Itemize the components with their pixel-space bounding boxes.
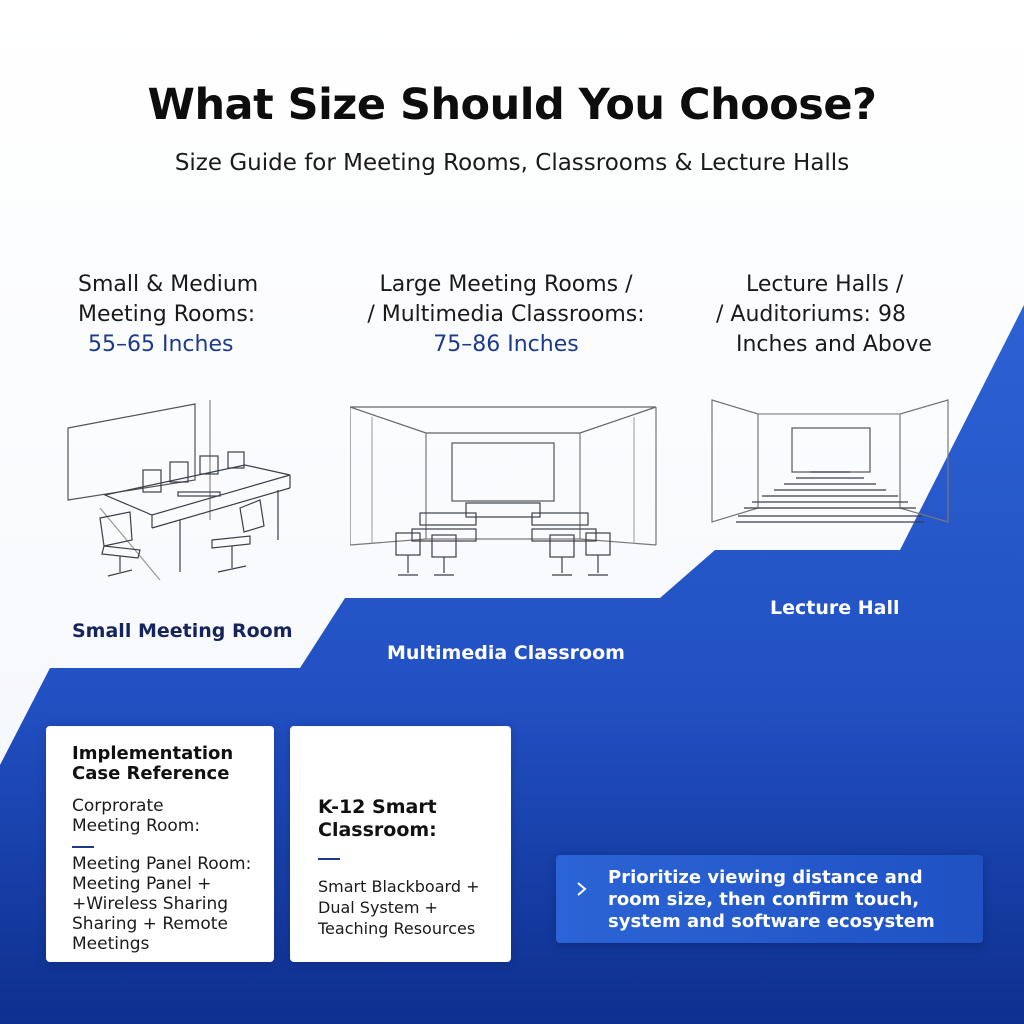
room-label-lecture-hall: Lecture Hall (770, 597, 900, 619)
heading-line: Lecture Halls / (746, 272, 904, 297)
lecture-hall-illustration (710, 398, 950, 526)
divider (318, 858, 340, 860)
chevron-right-icon (574, 877, 590, 901)
small-meeting-room-illustration (60, 400, 320, 590)
case-reference-heading: Implementation Case Reference (72, 743, 234, 784)
page-subtitle: Size Guide for Meeting Rooms, Classrooms & Lecture Halls (174, 150, 850, 176)
page-title: What Size Should You Choose? (147, 80, 877, 130)
recommendation-text: Prioritize viewing distance and room size, then confirm touch, system and software ecosystem (608, 867, 935, 932)
divider (72, 846, 94, 848)
column-heading-large-multimedia (356, 270, 656, 360)
multimedia-classroom-illustration (350, 405, 660, 580)
size-label: 75–86 Inches (433, 332, 579, 357)
heading-line: / Auditoriums: 98 (716, 302, 906, 327)
case-title: Corprorate Meeting Room: (72, 796, 201, 836)
heading-line: Small & Medium (78, 272, 259, 297)
case-title: K-12 Smart Classroom: (318, 796, 437, 841)
room-label-small-meeting-room: Small Meeting Room (72, 620, 293, 642)
size-label: 55–65 Inches (88, 332, 234, 357)
case-details: Smart Blackboard + Dual System + Teaching Resources (318, 877, 480, 938)
heading-line: Large Meeting Rooms / (379, 272, 633, 297)
case-card-corporate (46, 726, 274, 962)
heading-line: Inches and Above (736, 332, 932, 357)
column-heading-lecture-halls (716, 270, 932, 360)
room-label-multimedia-classroom: Multimedia Classroom (387, 642, 625, 664)
case-details: Meeting Panel Room: Meeting Panel + +Wireless Sharing Sharing + Remote Meetings (72, 854, 252, 954)
column-heading-small-medium (78, 270, 258, 360)
case-card-k12 (290, 726, 511, 962)
heading-line: Meeting Rooms: (78, 302, 256, 327)
recommendation-callout (556, 855, 983, 943)
heading-line: / Multimedia Classrooms: (367, 302, 645, 327)
